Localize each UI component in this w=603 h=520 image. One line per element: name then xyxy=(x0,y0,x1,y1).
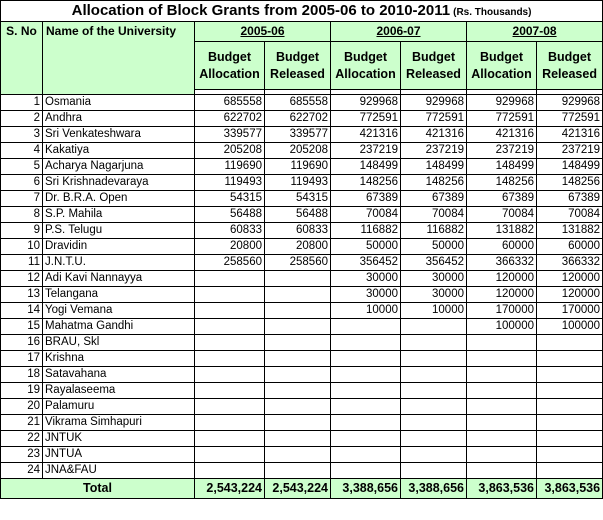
budget-allocation-cell xyxy=(331,367,401,383)
budget-allocation-cell xyxy=(467,415,537,431)
budget-released-cell xyxy=(265,367,331,383)
budget-released-cell xyxy=(401,431,467,447)
table-row xyxy=(1,271,603,287)
table-row xyxy=(1,255,603,271)
sno-header: S. No xyxy=(1,22,43,95)
budget-allocation-cell xyxy=(195,335,265,351)
budget-allocation-cell xyxy=(195,319,265,335)
row-university-name: Vikrama Simhapuri xyxy=(43,415,195,431)
budget-allocation-cell: 30000 xyxy=(331,287,401,303)
budget-allocation-cell: 356452 xyxy=(331,255,401,271)
row-university-name: Satavahana xyxy=(43,367,195,383)
budget-released-cell: 100000 xyxy=(537,319,603,335)
budget-allocation-cell: 116882 xyxy=(331,223,401,239)
budget-allocation-cell: 205208 xyxy=(195,143,265,159)
budget-allocation-cell: 366332 xyxy=(467,255,537,271)
budget-released-cell xyxy=(265,431,331,447)
row-university-name: Andhra xyxy=(43,111,195,127)
budget-released-cell: 70084 xyxy=(537,207,603,223)
row-sno: 5 xyxy=(1,159,43,175)
budget-released-cell xyxy=(265,287,331,303)
budget-allocation-cell: 70084 xyxy=(331,207,401,223)
budget-allocation-cell: 70084 xyxy=(467,207,537,223)
row-university-name: JNA&FAU xyxy=(43,463,195,479)
row-sno: 9 xyxy=(1,223,43,239)
table-row xyxy=(1,111,603,127)
row-sno: 11 xyxy=(1,255,43,271)
budget-allocation-cell: 148256 xyxy=(467,175,537,191)
budget-allocation-cell xyxy=(467,351,537,367)
budget-released-cell: 148256 xyxy=(537,175,603,191)
budget-allocation-cell: 56488 xyxy=(195,207,265,223)
total-released-cell: 3,388,656 xyxy=(401,479,467,499)
budget-allocation-cell: 131882 xyxy=(467,223,537,239)
budget-released-cell xyxy=(401,335,467,351)
table-row xyxy=(1,383,603,399)
budget-released-cell: 20800 xyxy=(265,239,331,255)
budget-released-cell: 148256 xyxy=(401,175,467,191)
budget-allocation-cell: 929968 xyxy=(331,95,401,111)
budget-released-cell: 116882 xyxy=(401,223,467,239)
budget-released-cell: 30000 xyxy=(401,271,467,287)
budget-allocation-cell: 421316 xyxy=(331,127,401,143)
table-title: Allocation of Block Grants from 2005-06 to 2010-2011 xyxy=(71,1,451,19)
row-university-name: P.S. Telugu xyxy=(43,223,195,239)
budget-allocation-cell: 119690 xyxy=(195,159,265,175)
budget-released-cell xyxy=(265,351,331,367)
row-sno: 8 xyxy=(1,207,43,223)
budget-allocation-cell xyxy=(195,367,265,383)
budget-allocation-cell xyxy=(467,463,537,479)
budget-released-cell xyxy=(401,383,467,399)
row-sno: 15 xyxy=(1,319,43,335)
budget-allocation-cell xyxy=(195,399,265,415)
row-sno: 22 xyxy=(1,431,43,447)
budget-released-cell xyxy=(265,271,331,287)
budget-allocation-cell: 237219 xyxy=(467,143,537,159)
budget-allocation-cell xyxy=(195,431,265,447)
row-sno: 10 xyxy=(1,239,43,255)
budget-allocation-cell xyxy=(331,335,401,351)
budget-released-cell: 929968 xyxy=(537,95,603,111)
table-row xyxy=(1,399,603,415)
budget-allocation-cell xyxy=(195,463,265,479)
budget-released-cell xyxy=(537,367,603,383)
year-header-row xyxy=(1,22,603,42)
row-university-name: Kakatiya xyxy=(43,143,195,159)
row-sno: 17 xyxy=(1,351,43,367)
budget-allocation-cell: 339577 xyxy=(195,127,265,143)
budget-allocation-cell: 148499 xyxy=(331,159,401,175)
budget-released-cell: 70084 xyxy=(401,207,467,223)
budget-released-cell: 356452 xyxy=(401,255,467,271)
budget-allocation-cell xyxy=(195,383,265,399)
budget-allocation-cell: 67389 xyxy=(467,191,537,207)
row-sno: 7 xyxy=(1,191,43,207)
row-sno: 19 xyxy=(1,383,43,399)
budget-released-cell xyxy=(265,399,331,415)
budget-allocation-cell xyxy=(331,351,401,367)
budget-allocation-cell: 421316 xyxy=(467,127,537,143)
budget-allocation-cell: 148256 xyxy=(331,175,401,191)
budget-released-header: Budget Released xyxy=(537,42,603,90)
budget-released-cell: 622702 xyxy=(265,111,331,127)
budget-allocation-cell xyxy=(195,447,265,463)
row-university-name: Dr. B.R.A. Open xyxy=(43,191,195,207)
row-university-name: Yogi Vemana xyxy=(43,303,195,319)
budget-allocation-cell: 100000 xyxy=(467,319,537,335)
budget-released-cell xyxy=(537,383,603,399)
budget-allocation-cell: 772591 xyxy=(331,111,401,127)
budget-allocation-cell: 67389 xyxy=(331,191,401,207)
budget-released-cell xyxy=(401,447,467,463)
budget-released-cell: 10000 xyxy=(401,303,467,319)
budget-released-cell: 170000 xyxy=(537,303,603,319)
budget-allocation-cell xyxy=(467,431,537,447)
row-university-name: Sri Venkateshwara xyxy=(43,127,195,143)
budget-allocation-cell: 685558 xyxy=(195,95,265,111)
budget-released-cell: 421316 xyxy=(401,127,467,143)
title-row xyxy=(1,1,603,22)
table-row xyxy=(1,463,603,479)
budget-allocation-cell xyxy=(195,287,265,303)
budget-allocation-header: Budget Allocation xyxy=(195,42,265,90)
row-sno: 12 xyxy=(1,271,43,287)
budget-released-cell xyxy=(265,319,331,335)
budget-allocation-cell xyxy=(331,463,401,479)
row-university-name: Dravidin xyxy=(43,239,195,255)
row-sno: 13 xyxy=(1,287,43,303)
row-sno: 1 xyxy=(1,95,43,111)
budget-allocation-cell xyxy=(331,415,401,431)
budget-allocation-cell: 54315 xyxy=(195,191,265,207)
budget-allocation-cell xyxy=(331,447,401,463)
budget-allocation-cell xyxy=(195,415,265,431)
row-university-name: J.N.T.U. xyxy=(43,255,195,271)
row-sno: 16 xyxy=(1,335,43,351)
budget-released-cell: 421316 xyxy=(537,127,603,143)
budget-allocation-cell xyxy=(467,335,537,351)
budget-released-header: Budget Released xyxy=(265,42,331,90)
year-header-2007-08: 2007-08 xyxy=(467,22,603,42)
table-row xyxy=(1,303,603,319)
budget-allocation-cell xyxy=(195,271,265,287)
budget-released-cell xyxy=(401,463,467,479)
budget-allocation-cell: 120000 xyxy=(467,287,537,303)
budget-released-cell: 50000 xyxy=(401,239,467,255)
budget-released-cell xyxy=(401,415,467,431)
budget-released-cell xyxy=(265,383,331,399)
table-row xyxy=(1,287,603,303)
budget-allocation-cell: 622702 xyxy=(195,111,265,127)
table-row xyxy=(1,191,603,207)
budget-released-cell xyxy=(537,335,603,351)
budget-released-cell: 366332 xyxy=(537,255,603,271)
row-sno: 4 xyxy=(1,143,43,159)
budget-released-cell: 30000 xyxy=(401,287,467,303)
budget-allocation-cell: 20800 xyxy=(195,239,265,255)
row-university-name: S.P. Mahila xyxy=(43,207,195,223)
total-allocation-cell: 3,388,656 xyxy=(331,479,401,499)
budget-allocation-cell: 60833 xyxy=(195,223,265,239)
budget-released-cell: 148499 xyxy=(401,159,467,175)
budget-allocation-cell xyxy=(331,399,401,415)
budget-allocation-cell xyxy=(331,431,401,447)
budget-released-cell: 60833 xyxy=(265,223,331,239)
budget-allocation-cell: 258560 xyxy=(195,255,265,271)
budget-released-cell: 120000 xyxy=(537,287,603,303)
budget-allocation-cell xyxy=(467,383,537,399)
unit-note: (Rs. Thousands) xyxy=(453,6,532,18)
row-university-name: JNTUK xyxy=(43,431,195,447)
budget-allocation-cell: 929968 xyxy=(467,95,537,111)
budget-allocation-header: Budget Allocation xyxy=(467,42,537,90)
budget-released-cell: 772591 xyxy=(401,111,467,127)
table-row xyxy=(1,431,603,447)
row-sno: 24 xyxy=(1,463,43,479)
budget-allocation-cell: 119493 xyxy=(195,175,265,191)
table-title-cell xyxy=(1,1,603,22)
table-row xyxy=(1,159,603,175)
row-university-name: Osmania xyxy=(43,95,195,111)
budget-allocation-cell xyxy=(195,351,265,367)
budget-allocation-cell xyxy=(467,447,537,463)
budget-allocation-cell: 170000 xyxy=(467,303,537,319)
row-university-name: Telangana xyxy=(43,287,195,303)
row-sno: 14 xyxy=(1,303,43,319)
budget-allocation-cell xyxy=(331,383,401,399)
budget-allocation-header: Budget Allocation xyxy=(331,42,401,90)
budget-released-cell: 929968 xyxy=(401,95,467,111)
table-row xyxy=(1,175,603,191)
budget-released-cell xyxy=(401,319,467,335)
budget-released-cell: 131882 xyxy=(537,223,603,239)
budget-released-cell: 205208 xyxy=(265,143,331,159)
row-sno: 18 xyxy=(1,367,43,383)
budget-allocation-cell xyxy=(467,367,537,383)
budget-released-cell xyxy=(537,463,603,479)
row-university-name: Adi Kavi Nannayya xyxy=(43,271,195,287)
budget-released-cell xyxy=(265,335,331,351)
budget-allocation-cell: 148499 xyxy=(467,159,537,175)
row-university-name: Krishna xyxy=(43,351,195,367)
table-row xyxy=(1,415,603,431)
budget-released-cell: 237219 xyxy=(401,143,467,159)
budget-released-cell: 67389 xyxy=(537,191,603,207)
table-row xyxy=(1,223,603,239)
budget-allocation-cell: 772591 xyxy=(467,111,537,127)
table-row xyxy=(1,95,603,111)
budget-released-cell: 60000 xyxy=(537,239,603,255)
table-row xyxy=(1,367,603,383)
budget-released-cell xyxy=(265,303,331,319)
budget-released-cell xyxy=(265,463,331,479)
budget-allocation-cell xyxy=(467,399,537,415)
budget-released-cell: 772591 xyxy=(537,111,603,127)
table-row xyxy=(1,127,603,143)
budget-released-cell xyxy=(537,399,603,415)
budget-released-cell: 119690 xyxy=(265,159,331,175)
university-name-header: Name of the University xyxy=(43,22,195,95)
total-row xyxy=(1,479,603,499)
row-university-name: Acharya Nagarjuna xyxy=(43,159,195,175)
budget-released-cell xyxy=(537,431,603,447)
total-released-cell: 3,863,536 xyxy=(537,479,603,499)
budget-released-cell xyxy=(401,367,467,383)
budget-allocation-cell: 10000 xyxy=(331,303,401,319)
budget-released-cell: 56488 xyxy=(265,207,331,223)
budget-released-cell: 339577 xyxy=(265,127,331,143)
row-university-name: Palamuru xyxy=(43,399,195,415)
budget-released-cell xyxy=(537,447,603,463)
budget-released-cell: 685558 xyxy=(265,95,331,111)
total-allocation-cell: 3,863,536 xyxy=(467,479,537,499)
budget-allocation-cell xyxy=(195,303,265,319)
budget-released-cell xyxy=(265,447,331,463)
total-allocation-cell: 2,543,224 xyxy=(195,479,265,499)
row-sno: 3 xyxy=(1,127,43,143)
row-university-name: JNTUA xyxy=(43,447,195,463)
row-sno: 6 xyxy=(1,175,43,191)
budget-released-cell: 54315 xyxy=(265,191,331,207)
budget-released-cell: 148499 xyxy=(537,159,603,175)
row-sno: 21 xyxy=(1,415,43,431)
table-row xyxy=(1,335,603,351)
budget-allocation-cell xyxy=(331,319,401,335)
row-sno: 23 xyxy=(1,447,43,463)
budget-released-cell xyxy=(537,415,603,431)
total-released-cell: 2,543,224 xyxy=(265,479,331,499)
budget-allocation-cell: 30000 xyxy=(331,271,401,287)
budget-allocation-cell: 50000 xyxy=(331,239,401,255)
table-row xyxy=(1,239,603,255)
table-row xyxy=(1,447,603,463)
row-university-name: BRAU, Skl xyxy=(43,335,195,351)
budget-released-cell: 119493 xyxy=(265,175,331,191)
budget-allocation-cell: 120000 xyxy=(467,271,537,287)
budget-released-header: Budget Released xyxy=(401,42,467,90)
row-sno: 20 xyxy=(1,399,43,415)
budget-released-cell xyxy=(537,351,603,367)
year-header-2005-06: 2005-06 xyxy=(195,22,331,42)
table-row xyxy=(1,319,603,335)
total-label: Total xyxy=(1,479,195,499)
row-university-name: Rayalaseema xyxy=(43,383,195,399)
table-row xyxy=(1,351,603,367)
table-row xyxy=(1,143,603,159)
budget-allocation-cell: 60000 xyxy=(467,239,537,255)
budget-released-cell: 237219 xyxy=(537,143,603,159)
row-university-name: Sri Krishnadevaraya xyxy=(43,175,195,191)
budget-released-cell xyxy=(265,415,331,431)
table-row xyxy=(1,207,603,223)
budget-released-cell: 67389 xyxy=(401,191,467,207)
row-sno: 2 xyxy=(1,111,43,127)
budget-released-cell xyxy=(401,399,467,415)
budget-released-cell xyxy=(401,351,467,367)
year-header-2006-07: 2006-07 xyxy=(331,22,467,42)
budget-released-cell: 120000 xyxy=(537,271,603,287)
budget-allocation-cell: 237219 xyxy=(331,143,401,159)
budget-released-cell: 258560 xyxy=(265,255,331,271)
row-university-name: Mahatma Gandhi xyxy=(43,319,195,335)
